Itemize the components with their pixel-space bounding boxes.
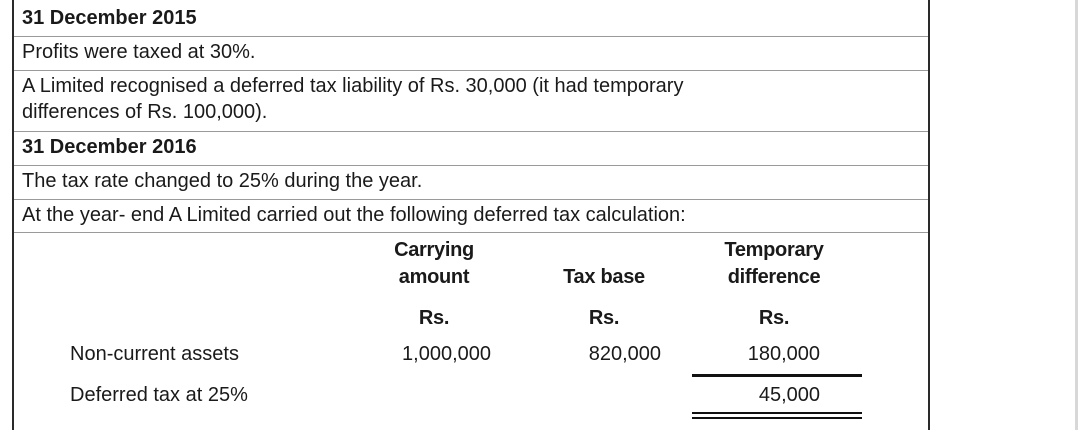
cell-deferred-tax-total: 45,000 <box>758 384 820 406</box>
heading-2016: 31 December 2016 <box>22 136 197 158</box>
paragraph-2015-tax-rate: Profits were taxed at 30%. <box>22 41 256 63</box>
unit-temporary: Rs. <box>758 307 790 329</box>
divider <box>14 131 928 132</box>
row-label-deferred-tax: Deferred tax at 25% <box>70 384 248 406</box>
subtotal-rule <box>692 374 862 377</box>
heading-2015: 31 December 2015 <box>22 7 197 29</box>
paragraph-2015-liability-line2: differences of Rs. 100,000). <box>22 101 268 123</box>
header-temporary-line1: Temporary <box>724 239 824 261</box>
divider <box>14 232 928 233</box>
paragraph-2015-liability-line1: A Limited recognised a deferred tax liability of Rs. 30,000 (it had temporary <box>22 75 684 97</box>
paragraph-2016-rate-change: The tax rate changed to 25% during the year. <box>22 170 423 192</box>
divider <box>14 36 928 37</box>
header-carrying-line1: Carrying <box>394 239 474 261</box>
unit-tax-base: Rs. <box>588 307 620 329</box>
divider <box>14 165 928 166</box>
divider <box>14 70 928 71</box>
example-box <box>12 0 930 430</box>
header-tax-base: Tax base <box>563 266 645 288</box>
row-label-non-current-assets: Non-current assets <box>70 343 239 365</box>
page-edge <box>1075 0 1078 430</box>
paragraph-2016-calculation-intro: At the year- end A Limited carried out the following deferred tax calculation: <box>22 204 686 226</box>
header-carrying-line2: amount <box>398 266 470 288</box>
divider <box>14 199 928 200</box>
header-temporary-line2: difference <box>727 266 821 288</box>
total-double-rule <box>692 412 862 419</box>
unit-carrying: Rs. <box>418 307 450 329</box>
cell-temporary-difference: 180,000 <box>747 343 820 365</box>
cell-tax-base: 820,000 <box>588 343 661 365</box>
cell-carrying-amount: 1,000,000 <box>402 343 491 365</box>
